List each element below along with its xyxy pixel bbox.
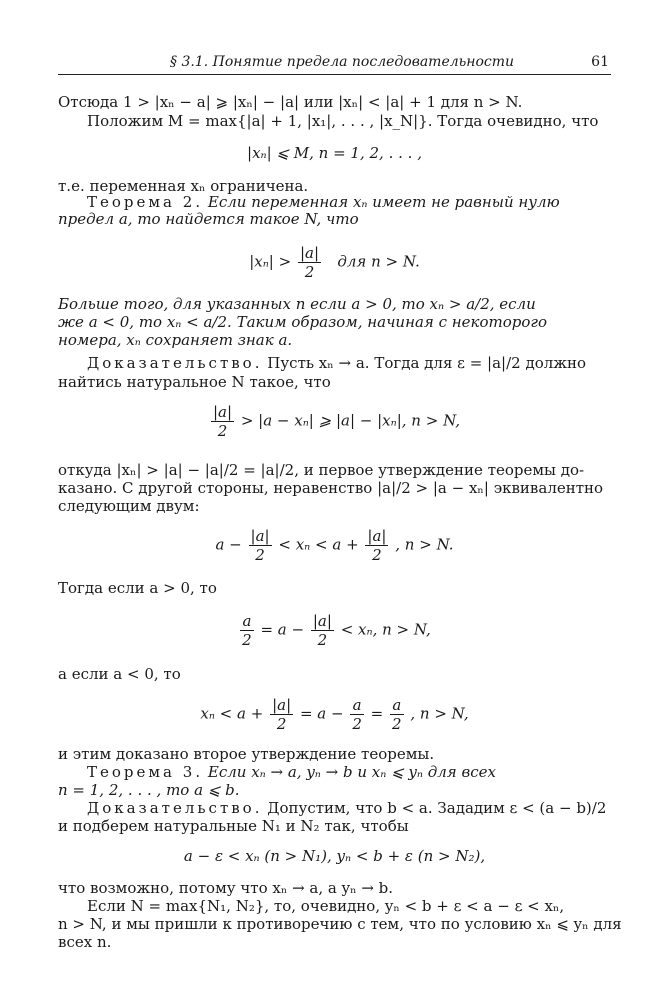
book-page bbox=[58, 0, 622, 1000]
running-title: § 3.1. Понятие предела последовательности bbox=[170, 54, 515, 70]
eq-part: |xₙ| > bbox=[249, 252, 292, 271]
text-line: же a < 0, то xₙ < a/2. Таким образом, начиная с некоторого bbox=[58, 313, 548, 331]
fraction-denominator: 2 bbox=[217, 422, 228, 440]
fraction-numerator: |a| bbox=[272, 696, 292, 714]
page-header bbox=[58, 54, 611, 75]
fraction bbox=[390, 696, 404, 733]
eq-part: = a − bbox=[299, 704, 344, 723]
eq-part: для n > N. bbox=[337, 252, 420, 271]
text-line: казано. С другой стороны, неравенство |a|/2 > |a − xₙ| эквивалентно bbox=[58, 479, 604, 497]
equation bbox=[58, 612, 611, 649]
fraction-numerator: |a| bbox=[212, 403, 233, 421]
fraction bbox=[240, 612, 254, 649]
fraction-numerator: |a| bbox=[250, 527, 270, 545]
fraction-numerator: a bbox=[350, 696, 364, 715]
proof-label: Доказательство. bbox=[87, 799, 263, 817]
eq-part: , n > N. bbox=[395, 535, 454, 554]
text-line: n > N, и мы пришли к противоречию с тем, что по условию xₙ ⩽ yₙ для bbox=[58, 915, 622, 933]
proof-line bbox=[87, 800, 611, 817]
theorem-3-line bbox=[87, 764, 611, 781]
fraction bbox=[270, 696, 293, 733]
theorem-text: предел a, то найдется такое N, что bbox=[58, 210, 359, 228]
equation bbox=[58, 527, 611, 564]
fraction bbox=[350, 696, 364, 733]
text-line: что возможно, потому что xₙ → a, а yₙ → b. bbox=[58, 879, 394, 897]
eq-part: > |a − xₙ| ⩾ |a| − |xₙ|, n > N, bbox=[240, 411, 460, 430]
text-line: т.е. переменная xₙ ограничена. bbox=[58, 177, 309, 195]
proof-text: Пусть xₙ → a. Тогда для ε = |a|/2 должно bbox=[267, 354, 587, 372]
fraction-denominator: 2 bbox=[352, 715, 362, 733]
text-line: Положим M = max{|a| + 1, |x₁|, . . . , |x_N|}. Тогда очевидно, что bbox=[87, 112, 599, 130]
fraction bbox=[211, 403, 234, 440]
eq-part: < xₙ, n > N, bbox=[340, 620, 431, 639]
eq-part: = a − bbox=[260, 620, 305, 639]
text-line: следующим двум: bbox=[58, 497, 200, 515]
eq-part: a − bbox=[215, 535, 242, 554]
text-line: номера, xₙ сохраняет знак a. bbox=[58, 331, 293, 349]
equation: a − ε < xₙ (n > N₁), yₙ < b + ε (n > N₂), bbox=[183, 847, 486, 865]
fraction-numerator: a bbox=[390, 696, 404, 715]
equation bbox=[58, 244, 611, 281]
theorem-text: n = 1, 2, . . . , то a ⩽ b. bbox=[58, 781, 240, 799]
eq-part: xₙ < a + bbox=[200, 704, 264, 723]
page-number: 61 bbox=[591, 54, 609, 70]
text-line: Больше того, для указанных n если a > 0, то xₙ > a/2, если bbox=[58, 295, 536, 313]
text-line: Отсюда 1 > |xₙ − a| ⩾ |xₙ| − |a| или |xₙ| < |a| + 1 для n > N. bbox=[58, 93, 523, 111]
eq-part: < xₙ < a + bbox=[278, 535, 359, 554]
text-line: а если a < 0, то bbox=[58, 665, 181, 683]
equation bbox=[58, 696, 611, 733]
theorem-text: Если xₙ → a, yₙ → b и xₙ ⩽ yₙ для всех bbox=[207, 763, 496, 781]
fraction bbox=[298, 244, 321, 281]
fraction bbox=[365, 527, 388, 564]
text-line: всех n. bbox=[58, 933, 112, 951]
theorem-label: Теорема 2. bbox=[87, 193, 204, 211]
text-line: Если N = max{N₁, N₂}, то, очевидно, yₙ < b + ε < a − ε < xₙ, bbox=[87, 897, 565, 915]
proof-text: Допустим, что b < a. Зададим ε < (a − b)/2 bbox=[267, 799, 607, 817]
fraction bbox=[311, 612, 334, 649]
fraction-numerator: |a| bbox=[299, 244, 320, 262]
text-line: Тогда если a > 0, то bbox=[58, 579, 217, 597]
text-line: откуда |xₙ| > |a| − |a|/2 = |a|/2, и первое утверждение теоремы до- bbox=[58, 461, 585, 479]
fraction-numerator: |a| bbox=[367, 527, 387, 545]
fraction-denominator: 2 bbox=[304, 263, 315, 281]
fraction bbox=[249, 527, 272, 564]
theorem-2-line bbox=[87, 194, 611, 211]
text-line: найтись натуральное N такое, что bbox=[58, 373, 331, 391]
fraction-numerator: |a| bbox=[312, 612, 332, 630]
proof-label: Доказательство. bbox=[87, 354, 263, 372]
theorem-text: Если переменная xₙ имеет не равный нулю bbox=[207, 193, 560, 211]
fraction-denominator: 2 bbox=[276, 715, 287, 733]
fraction-denominator: 2 bbox=[317, 631, 328, 649]
text-line: и этим доказано второе утверждение теоремы. bbox=[58, 745, 435, 763]
fraction-denominator: 2 bbox=[242, 631, 252, 649]
equation bbox=[58, 403, 611, 440]
fraction-denominator: 2 bbox=[255, 546, 265, 564]
fraction-denominator: 2 bbox=[372, 546, 382, 564]
equation: |xₙ| ⩽ M, n = 1, 2, . . . , bbox=[247, 144, 422, 162]
fraction-numerator: a bbox=[240, 612, 254, 631]
proof-line bbox=[87, 355, 611, 372]
text-line: и подберем натуральные N₁ и N₂ так, чтобы bbox=[58, 817, 409, 835]
eq-part: = bbox=[370, 704, 384, 723]
fraction-denominator: 2 bbox=[392, 715, 402, 733]
theorem-label: Теорема 3. bbox=[87, 763, 204, 781]
eq-part: , n > N, bbox=[410, 704, 469, 723]
